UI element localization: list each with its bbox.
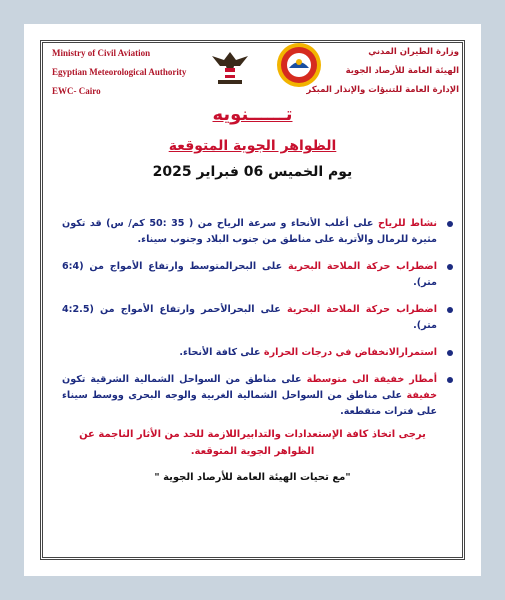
item-text: على مناطق من السواحل الشمالية الغربية والوجه البحرى ووسط سيناء على فترات متقطعة.	[62, 390, 437, 417]
bullet-icon	[447, 221, 453, 227]
item-text: على كافة الأنحاء.	[179, 347, 264, 358]
item-highlight: اضطراب حركة الملاحة البحرية	[287, 261, 437, 272]
item-highlight: خفيفة	[406, 390, 437, 401]
authority-name-ar: الهيئة العامة للأرصاد الجوية	[345, 66, 459, 76]
sign-off: "مع تحيات الهيئة العامة للأرصاد الجوية "	[154, 472, 351, 483]
bullet-icon	[447, 350, 453, 356]
list-item	[62, 259, 453, 291]
notice-subtitle: الظواهر الجوية المتوقعة	[168, 138, 337, 154]
item-text: على البحرالأحمر وارتفاع الأمواج من (4:2.5 متر).	[62, 304, 437, 331]
header-arabic	[306, 43, 459, 100]
list-item	[62, 372, 453, 420]
notice-title: تــــــنويه	[212, 104, 293, 125]
bullet-icon	[447, 307, 453, 313]
bullet-icon	[447, 264, 453, 270]
item-text: على البحرالمتوسط وارتفاع الأمواج من (6:4 متر).	[62, 261, 437, 288]
phenomena-list	[62, 216, 453, 431]
list-item	[62, 302, 453, 334]
item-highlight: أمطار خفيفة الى متوسطة	[306, 374, 437, 385]
notice-date: يوم الخميس 06 فبراير 2025	[152, 164, 353, 180]
item-highlight: استمرارالانخفاض في درجات الحرارة	[263, 347, 437, 358]
item-text: على مناطق من السواحل الشمالية الشرقية تكون	[62, 374, 307, 385]
item-highlight: اضطراب حركة الملاحة البحرية	[287, 304, 437, 315]
civil-aviation-eagle-logo	[210, 44, 250, 88]
header-english	[52, 44, 186, 101]
ministry-name-ar: وزارة الطيران المدني	[368, 47, 459, 57]
center-name-en: EWC- Cairo	[52, 86, 101, 96]
ministry-name-en: Ministry of Civil Aviation	[52, 48, 151, 58]
bullet-icon	[447, 377, 453, 383]
bulletin-page	[24, 24, 481, 576]
precaution-note: يرجى اتخاذ كافة الإستعدادات والتدابيراللازمة للحد من الأثار الناجمة عن الظواهر الجوية المتوقعة.	[79, 429, 426, 457]
list-item	[62, 345, 453, 361]
authority-name-en: Egyptian Meteorological Authority	[52, 67, 187, 77]
department-name-ar: الإدارة العامة للتنبؤات والإنذار المبكر	[306, 85, 459, 95]
item-text: على أغلب الأنحاء و سرعة الرياح من ( 35 :50 كم/ س) قد تكون مثيرة للرمال والأتربة على مناطق من جنوب البلاد وجنوب سيناء.	[62, 218, 437, 245]
item-highlight: نشاط للرياح	[377, 218, 437, 229]
list-item	[62, 216, 453, 248]
